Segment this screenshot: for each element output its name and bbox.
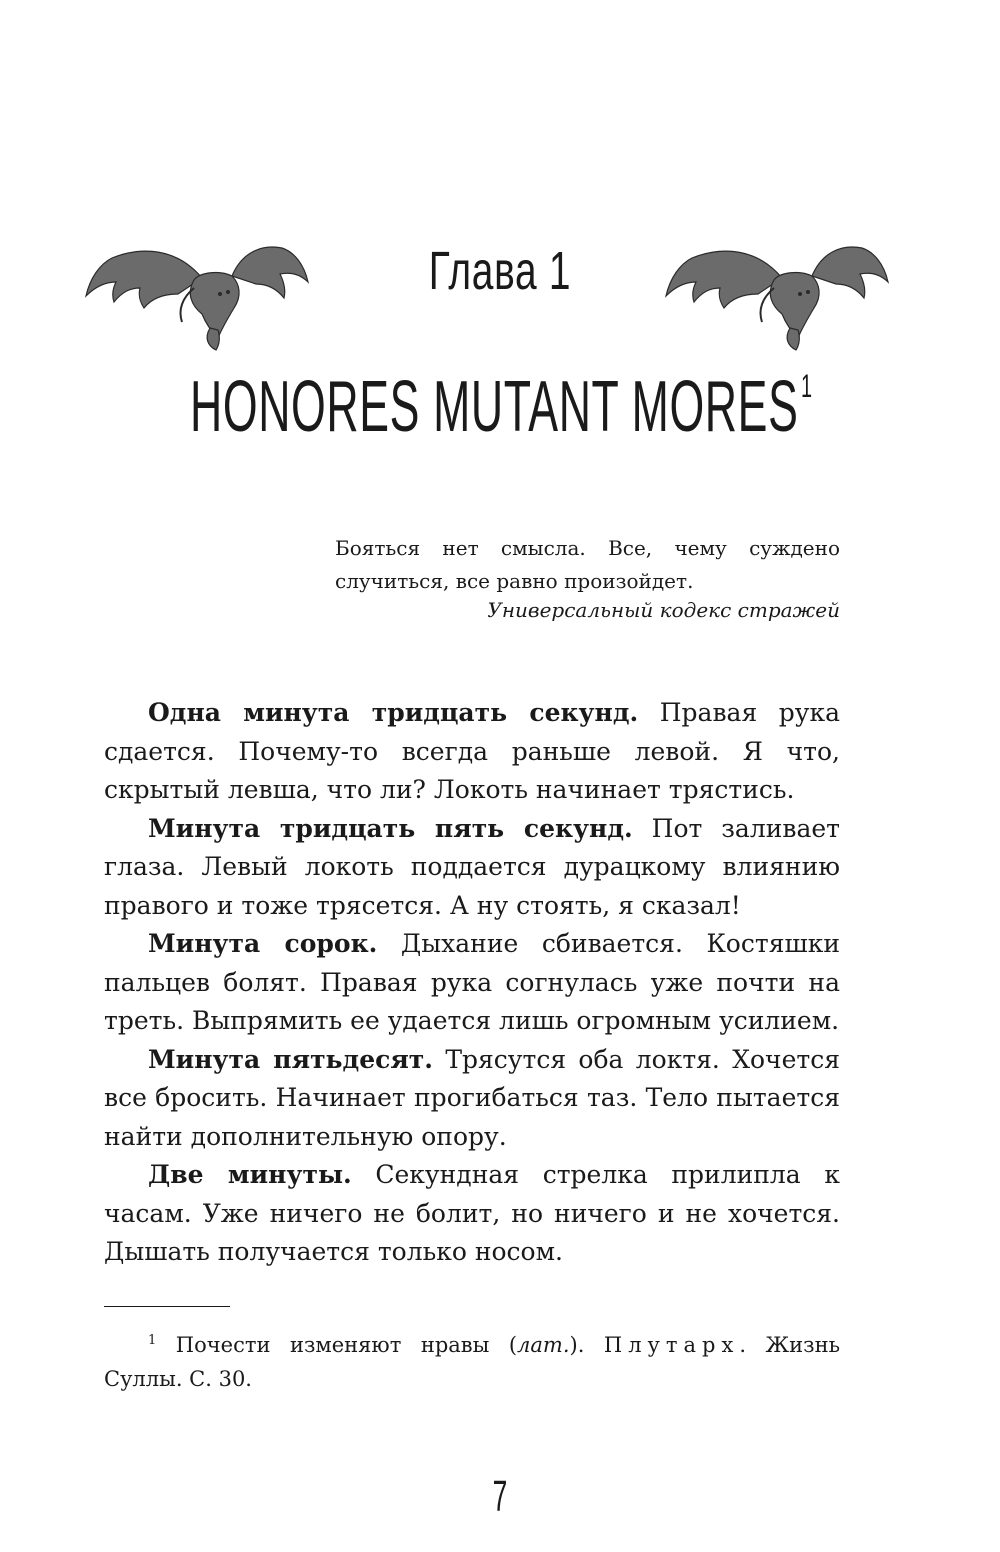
paragraph: [104, 694, 840, 810]
paragraph-text: Трясутся оба локтя. Хочется все бросить. Начинает прогибаться таз. Тело пытается найти дополнительную опору.: [104, 1044, 840, 1151]
chapter-subtitle-text: HONORES MUTANT MORES: [190, 367, 799, 447]
footnote-text-end: . Жизнь Суллы. С. 30.: [104, 1333, 841, 1391]
page-number: 7: [492, 1472, 508, 1521]
paragraph: [104, 810, 840, 926]
footnote-ref[interactable]: 1: [800, 368, 813, 404]
paragraph-lead: Две минуты.: [148, 1160, 352, 1189]
footnote-divider: [104, 1306, 230, 1307]
paragraph-text: Пот заливает глаза. Левый локоть поддается дурацкому влиянию правого и тоже трясется. А ну стоять, я сказал!: [104, 813, 840, 920]
footnote-number: 1: [148, 1333, 157, 1348]
chapter-title: Глава 1: [428, 241, 572, 301]
paragraph-text: Правая рука сдается. Почему-то всегда раньше левой. Я что, скрытый левша, что ли? Локоть начинает трястись.: [104, 698, 840, 804]
chapter-subtitle: [190, 367, 813, 447]
footnote-text-start: Почести изменяют нравы (: [175, 1333, 518, 1357]
paragraph: [104, 1041, 840, 1157]
chapter-body: [104, 694, 840, 1272]
paragraph-text: Секундная стрелка прилипла к часам. Уже ничего не болит, но ничего и не хочется. Дышать получается только носом.: [104, 1160, 840, 1266]
paragraph: [104, 925, 840, 1041]
paragraph: [104, 1156, 840, 1272]
epigraph-source: Универсальный кодекс стражей: [487, 598, 840, 622]
paragraph-lead: Минута тридцать пять секунд.: [148, 813, 633, 843]
footnote-lang: лат.: [517, 1333, 570, 1357]
footnote-text-mid: ).: [569, 1333, 604, 1357]
paragraph-lead: Минута сорок.: [148, 929, 378, 958]
footnote: [104, 1324, 840, 1396]
paragraph-lead: Одна минута тридцать секунд.: [148, 698, 639, 727]
paragraph-lead: Минута пятьдесят.: [148, 1044, 433, 1074]
footnote-author: Плутарх: [603, 1333, 740, 1357]
epigraph-text: Бояться нет смысла. Все, чему суждено случиться, все равно произойдет.: [335, 536, 840, 593]
paragraph-text: Дыхание сбивается. Костяшки пальцев болят. Правая рука согнулась уже почти на треть. Выпрямить ее удается лишь огромным усилием.: [104, 929, 840, 1035]
